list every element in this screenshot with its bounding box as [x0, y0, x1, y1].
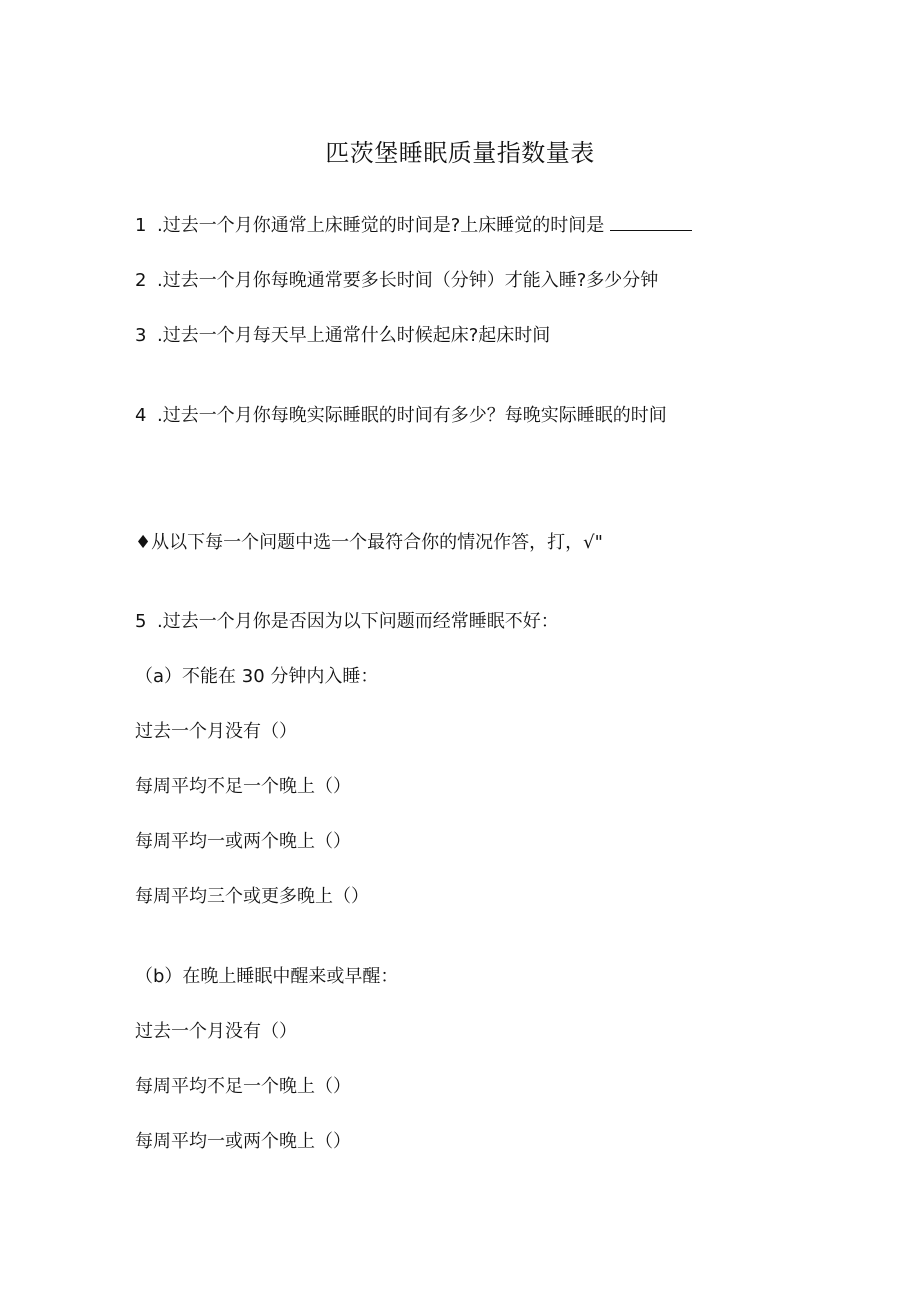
question-3 — [135, 322, 550, 350]
question-number: 1 — [135, 215, 147, 236]
question-text: .过去一个月你每晚通常要多长时间（分钟）才能入睡?多少分钟 — [157, 270, 659, 291]
question-text: .过去一个月你通常上床睡觉的时间是?上床睡觉的时间是 — [157, 215, 605, 236]
question-number: 3 — [135, 325, 147, 346]
option-a-three-or-more[interactable]: 每周平均三个或更多晚上（） — [135, 886, 369, 907]
document-title: 匹茨堡睡眠质量指数量表 — [325, 139, 595, 167]
question-text: .过去一个月每天早上通常什么时候起床?起床时间 — [157, 325, 551, 346]
answer-blank[interactable] — [610, 212, 692, 231]
sub-question-a: （a）不能在 30 分钟内入睡： — [135, 666, 379, 687]
option-b-less-than-once[interactable]: 每周平均不足一个晚上（） — [135, 1076, 351, 1097]
question-4 — [135, 402, 667, 430]
question-number: 2 — [135, 270, 147, 291]
question-text: .过去一个月你是否因为以下问题而经常睡眠不好： — [157, 611, 559, 632]
question-5 — [135, 608, 559, 636]
question-number: 5 — [135, 611, 147, 632]
option-b-once-or-twice[interactable]: 每周平均一或两个晚上（） — [135, 1131, 351, 1152]
question-2 — [135, 267, 658, 295]
option-a-none[interactable]: 过去一个月没有（） — [135, 721, 297, 742]
option-b-none[interactable]: 过去一个月没有（） — [135, 1021, 297, 1042]
sub-question-b: （b）在晚上睡眠中醒来或早醒： — [135, 966, 399, 987]
question-number: 4 — [135, 405, 147, 426]
option-a-once-or-twice[interactable]: 每周平均一或两个晚上（） — [135, 831, 351, 852]
question-text: .过去一个月你每晚实际睡眠的时间有多少？每晚实际睡眠的时间 — [157, 405, 667, 426]
question-1 — [135, 212, 692, 240]
instruction-text: ♦从以下每一个问题中选一个最符合你的情况作答，打，√" — [135, 532, 603, 553]
option-a-less-than-once[interactable]: 每周平均不足一个晚上（） — [135, 776, 351, 797]
